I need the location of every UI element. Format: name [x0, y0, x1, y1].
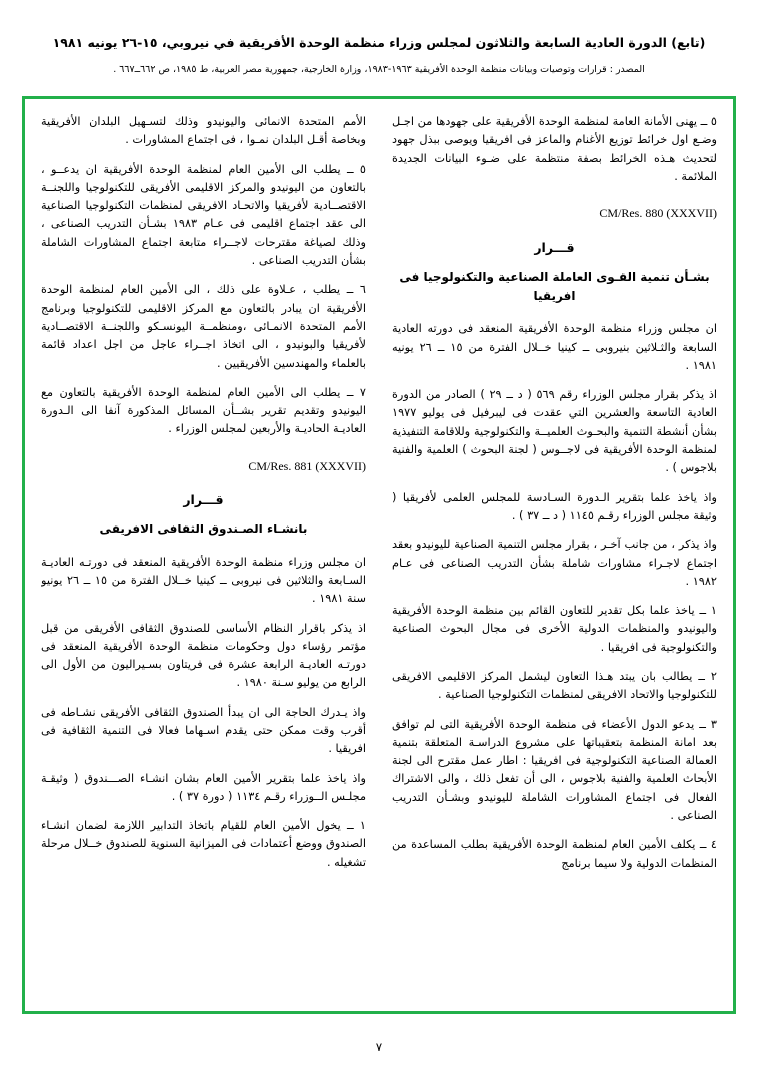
paragraph: الأمم المتحدة الانمائى واليونيدو وذلك لتسـهيل البلدان الأفريقية وبخاصة أقـل البلدان نمـوا ، فى اجتماع المشاورات . [41, 115, 366, 147]
paragraph: ٥ ــ يطلب الى الأمين العام لمنظمة الوحدة الأفريقية ان يدعــو ، بالتعاون من اليونيدو والمركز الاقليمى الأفريقى للتكنولوجيا واللجنــة الاقتصــادية لأفريقيا والاتحـاد الافريقى لمنظمات التكنولوجيا الصناعية الى عقد اجتماع اقليمى فى عـام ١٩٨٣ بشـأن التدريب الصناعى ، وذلك لصياغة مقترحات لاجــراء متابعة اجتماع المشاورات الشاملة بشأن التدريب الصناعى . [41, 162, 366, 268]
page-header [0, 0, 758, 77]
paragraph: ٦ ــ يطلب ، عـلاوة على ذلك ، الى الأمين العام لمنظمة الوحدة الأفريقية ان يبادر بالتعاون مع المركز الاقليمى للتكنولوجيا وبرنامج الأمم المتحدة الانمـائى ،ومنظمــة اليونسـكو واللجنــة الاقتصــادية لأفريقيا والبونيدو ، الى اتخاذ اجــراء عاجل من اجل اعداد قائمة بالعلماء والمهندسين الأفريقيين . [41, 283, 366, 370]
column-right [392, 113, 717, 1001]
paragraph: واذ ياخذ علما بتقرير الأمين العام بشان انشـاء الصـــندوق ( وثيقـة مجلـس الــوزراء رقـم ١١٣٤ ( دورة ٣٧ ) . [41, 771, 366, 803]
resolution-id: CM/Res. 881 (XXXVII) [248, 458, 366, 473]
resolution-subject: بانشـاء الصـندوق الثقافى الافريقى [99, 522, 308, 537]
resolution-heading: قـــرار [534, 239, 575, 255]
paragraph: واذ يـدرك الحاجة الى ان يبدأ الصندوق الثقافى الأفريقى نشـاطه فى أقرب وقت ممكن حتى يقدم اسـهاما فعالا فى التنمية الثقافية فى افريقيا . [41, 705, 366, 756]
page-number: ٧ [375, 1040, 383, 1054]
paragraph: ٣ ــ يدعو الدول الأعضاء فى منظمة الوحدة الأفريقية التى لم توافق بعد امانة المنظمة بتعقيباتها على مشروع الدراسـة المتعلقة بتنمية العمالة الصناعية التكنولوجية فى افريقيا : اطار عمل مقترح الى لجنة الأبحاث العلمية والفنية بلاجوس ، الى أن تفعل ذلك ، والى الاشتراك الفعال فى اجتماع المشاورات الشاملة لليونيدو وبشـأن التدريب الصناعى . [392, 717, 717, 823]
paragraph: ١ ــ ياخذ علما بكل تقدير للتعاون القائم بين منظمة الوحدة الأفريقية واليونيدو والمنظمات الدولية الأخرى فى مجال البحوث الصناعية والتكنولوجية فى افريقيا . [392, 604, 717, 654]
resolution-id: CM/Res. 880 (XXXVII) [599, 206, 717, 221]
content-frame [22, 96, 736, 1014]
header-source: المصدر : قرارات وتوصيات وبيانات منظمة الوحدة الأفريقية ١٩٦٣-١٩٨٣، وزارة الخارجية، جمهورية مصر العربية، ط ١٩٨٥، ص ٦٦٢ــ٦٦٧ . [113, 63, 645, 75]
paragraph: ٤ ــ يكلف الأمين العام لمنظمة الوحدة الأفريقية بطلب المساعدة من المنظمات الدولية ولا سيما برنامج [392, 838, 717, 870]
paragraph: واذ ياخذ علما بتقرير الـدورة السـادسة للمجلس العلمى لأفريقيا ( وثيقة مجلس الوزراء رقـم ١١٤٥ ( د ــ ٣٧ ) . [392, 490, 717, 522]
paragraph: ان مجلس وزراء منظمة الوحدة الأفريقية المنعقد فى دورته العادية السابعة والثـلاثين بنيروبى ــ كينيا خــلال الفترة من ١٥ ــ ٢٦ يونيه ١٩٨١ . [392, 322, 717, 372]
paragraph: ١ ــ يخول الأمين العام للقيام باتخاذ التدابير اللازمة لضمان انشـاء الصندوق ووضع أعتمادات فى الميزانية السنوية للصندوق خــلال مرحلة تشغيله . [41, 819, 366, 869]
paragraph: اذ يذكر باقرار النظام الأساسى للصندوق الثقافى الأفريقى من قبل مؤتمر رؤساء دول وحكومات منظمة الوحدة الأفريقية المنعقد فى دورتـه العاديـة الرابعة عشرة فى فريتاون بسـيراليون من الأول الى الرابع من يوليو سـنة ١٩٨٠ . [41, 621, 366, 690]
header-title: (تابع) الدورة العادية السابعة والثلاثون لمجلس وزراء منظمة الوحدة الأفريقية في نيروبي، ١٥-٢٦ يونيه ١٩٨١ [52, 35, 706, 50]
paragraph: واذ يذكر ، من جانب آخـر ، بقرار مجلس التنمية الصناعية لليونيدو بعقد اجتماع لاجـراء مشاورات شاملة بشأن التدريب الصناعى فى عـام ١٩٨٢ . [392, 538, 717, 588]
paragraph: اذ يذكر بقرار مجلس الوزراء رقم ٥٦٩ ( د ــ ٢٩ ) الصادر من الدورة العادية التاسعة والعشرين التي عقدت فى ليبرفيل فى يوليو ١٩٧٧ بشأن أنشطة التنمية والبحـوث العلميــة والتكنولوجية وللاقامة التنفيذية لمنظمة الوحدة الأفريقية فى لاجــوس ( لجنة البحوث ) العلمية والفنية بلاجوس ) . [392, 388, 717, 475]
resolution-heading: قـــرار [183, 492, 224, 508]
resolution-subject: بشـأن تنمية القـوى العاملة الصناعية والتكنولوجيا فى افريقيا [399, 269, 710, 304]
column-left [41, 113, 366, 1001]
paragraph: ٥ ــ يهنى الأمانة العامة لمنظمة الوحدة الأفريقية على جهودها من اجـل وضـع اول خرائط توزيع الأغنام والماعز فى افريقيا ويوصى ببذل جهود لتحديث هـذه الخرائط بصفة منتظمة على ضـوء البيانات الجديدة الملائمة . [392, 115, 717, 183]
paragraph: ٢ ــ يطالب بان يبتد هـذا التعاون ليشمل المركز الاقليمى الافريقى للتكنولوجيا والاتحاد الافريقى لمنظمات التكنولوجيا الصناعية . [392, 670, 717, 702]
paragraph: ان مجلس وزراء منظمة الوحدة الأفريقية المنعقد فى دورتـه العاديـة السـابعة والثلاثين فى نيروبى ــ كينيا خــلال الفترة من ١٥ ــ ٢٦ يونيو سنة ١٩٨١ . [41, 555, 366, 606]
paragraph: ٧ ــ يطلب الى الأمين العام لمنظمة الوحدة الأفريقية بالتعاون مع اليونيدو وتقديم تقرير بشــأن المسائل المذكورة آنفا الى الـدورة العاديـة الحاديـة والأربعين لمجلس الوزراء . [41, 385, 366, 436]
two-column-body [41, 113, 717, 1001]
